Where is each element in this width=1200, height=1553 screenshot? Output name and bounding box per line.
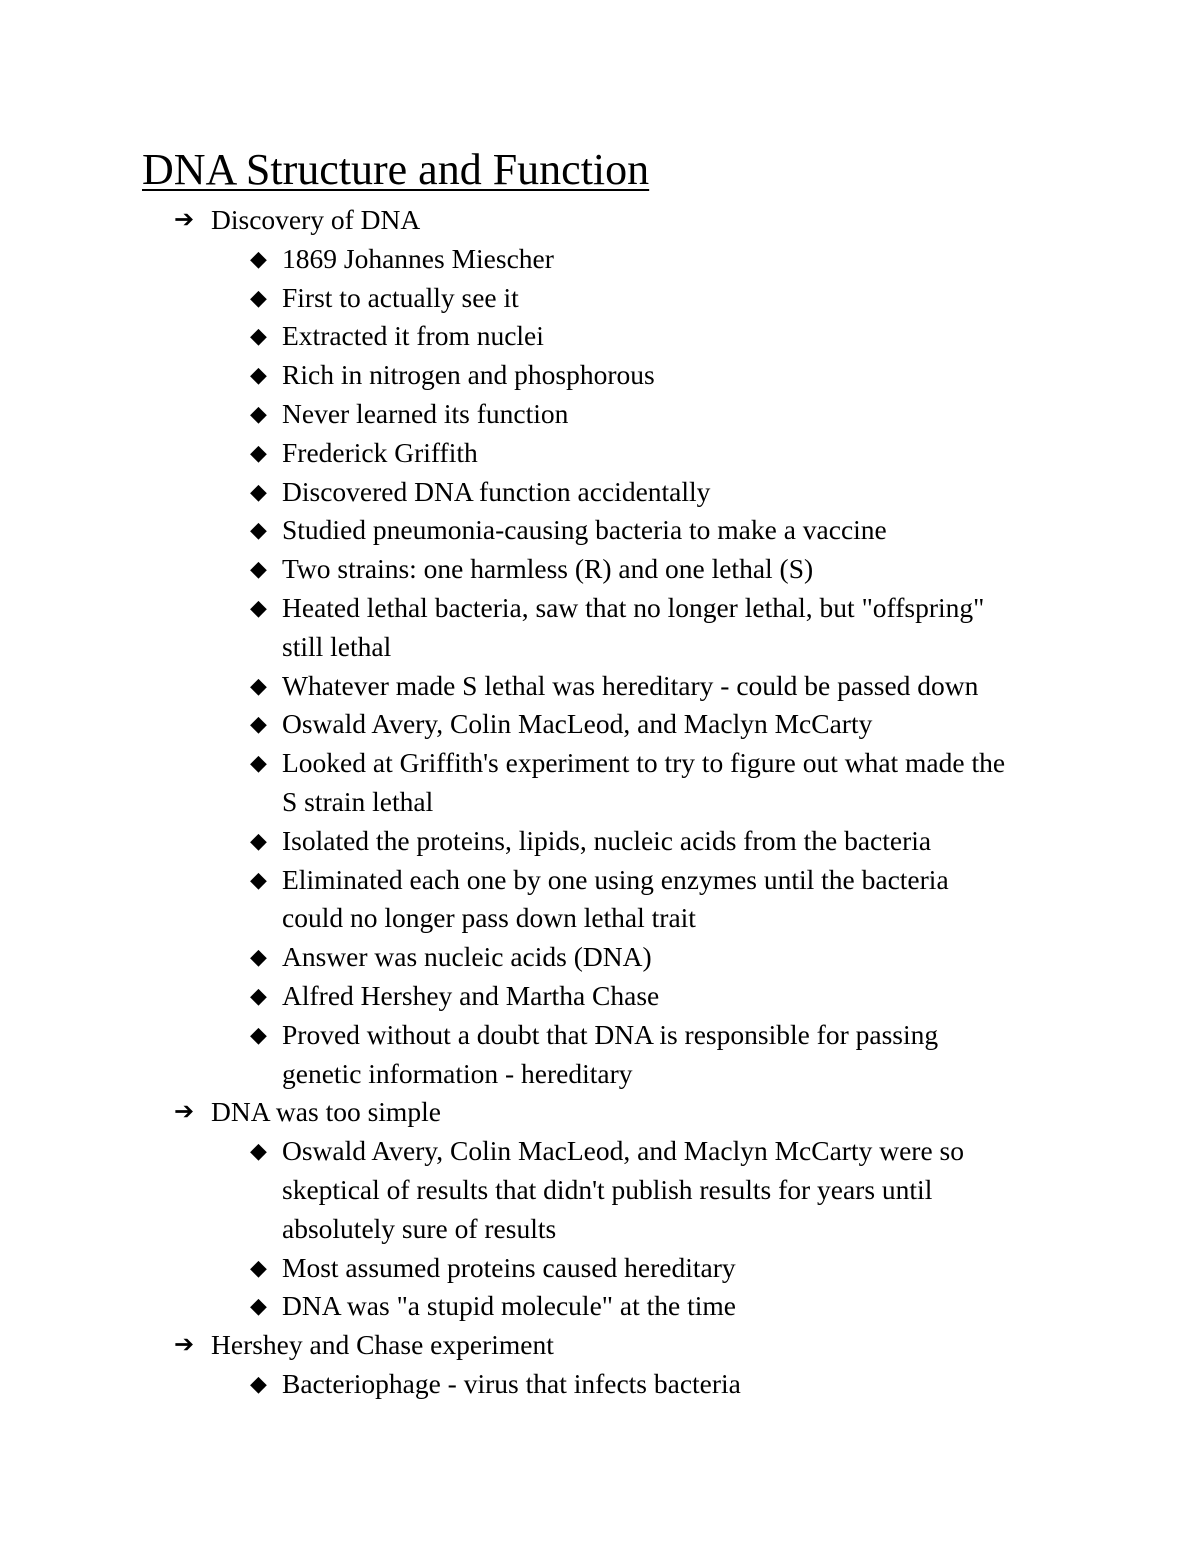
diamond-bullet-icon: ◆ <box>250 284 267 310</box>
outline-item-text: Hershey and Chase experiment <box>211 1329 554 1361</box>
outline-item-text: Alfred Hershey and Martha Chase <box>282 979 660 1011</box>
outline-item-text: Oswald Avery, Colin MacLeod, and Maclyn McCarty <box>282 708 873 740</box>
diamond-bullet-icon: ◆ <box>250 400 267 426</box>
diamond-bullet-icon: ◆ <box>250 517 267 543</box>
outline-item-text: Oswald Avery, Colin MacLeod, and Maclyn McCarty were so <box>282 1135 964 1167</box>
outline-sub-item <box>0 1132 1200 1171</box>
outline-item-text: Extracted it from nuclei <box>282 320 544 352</box>
diamond-bullet-icon: ◆ <box>250 556 267 582</box>
diamond-bullet-icon: ◆ <box>250 982 267 1008</box>
outline-sub-item <box>0 1249 1200 1288</box>
outline-sub-item <box>0 434 1200 473</box>
outline-item-text: Two strains: one harmless (R) and one lethal (S) <box>282 553 814 585</box>
outline-item-text: absolutely sure of results <box>282 1212 557 1244</box>
outline-sub-item <box>0 899 1200 938</box>
diamond-bullet-icon: ◆ <box>250 594 267 620</box>
page-title: DNA Structure and Function <box>142 145 650 194</box>
outline-sub-item <box>0 356 1200 395</box>
diamond-bullet-icon: ◆ <box>250 944 267 970</box>
diamond-bullet-icon: ◆ <box>250 750 267 776</box>
outline-item-text: Looked at Griffith's experiment to try to figure out what made the <box>282 747 1006 779</box>
diamond-bullet-icon: ◆ <box>250 672 267 698</box>
outline-sub-item <box>0 667 1200 706</box>
outline-sub-item <box>0 240 1200 279</box>
outline-sub-item <box>0 511 1200 550</box>
outline-sub-item <box>0 1171 1200 1210</box>
outline-item-text: Heated lethal bacteria, saw that no longer lethal, but "offspring" <box>282 591 985 623</box>
diamond-bullet-icon: ◆ <box>250 362 267 388</box>
outline-item-text: could no longer pass down lethal trait <box>282 902 696 934</box>
outline-item-text: Studied pneumonia-causing bacteria to make a vaccine <box>282 514 887 546</box>
outline-sub-item <box>0 938 1200 977</box>
outline-item-text: Answer was nucleic acids (DNA) <box>282 941 652 973</box>
outline-sub-item <box>0 550 1200 589</box>
outline-sub-item <box>0 473 1200 512</box>
outline-sub-item <box>0 1016 1200 1055</box>
outline-item-text: Discovery of DNA <box>211 204 421 235</box>
outline-sub-item <box>0 317 1200 356</box>
diamond-bullet-icon: ◆ <box>250 1370 267 1396</box>
outline-heading-item <box>0 201 1200 240</box>
outline-item-text: Proved without a doubt that DNA is responsible for passing <box>282 1018 939 1050</box>
outline-item-text: Eliminated each one by one using enzymes until the bacteria <box>282 863 949 895</box>
outline-item-text: Rich in nitrogen and phosphorous <box>282 359 655 391</box>
outline-sub-item <box>0 705 1200 744</box>
outline-sub-item <box>0 395 1200 434</box>
outline-sub-item <box>0 279 1200 318</box>
outline-item-text: DNA was too simple <box>211 1096 441 1128</box>
diamond-bullet-icon: ◆ <box>250 827 267 853</box>
outline-item-text: Whatever made S lethal was hereditary - could be passed down <box>282 669 979 701</box>
outline-item-text: Isolated the proteins, lipids, nucleic acids from the bacteria <box>282 824 932 856</box>
arrow-bullet-icon: ➔ <box>174 207 195 233</box>
outline-item-text: First to actually see it <box>282 281 519 313</box>
outline-item-text: Bacteriophage - virus that infects bacteria <box>282 1367 741 1399</box>
outline-item-text: Frederick Griffith <box>282 436 478 468</box>
outline-sub-item <box>0 744 1200 783</box>
diamond-bullet-icon: ◆ <box>250 1293 267 1319</box>
outline-sub-item <box>0 1287 1200 1326</box>
outline-item-text: DNA was "a stupid molecule" at the time <box>282 1290 736 1322</box>
diamond-bullet-icon: ◆ <box>250 323 267 349</box>
outline-sub-item <box>0 1055 1200 1094</box>
arrow-bullet-icon: ➔ <box>174 1332 195 1359</box>
outline-sub-item <box>0 977 1200 1016</box>
diamond-bullet-icon: ◆ <box>250 1021 267 1047</box>
diamond-bullet-icon: ◆ <box>250 866 267 892</box>
diamond-bullet-icon: ◆ <box>250 711 267 737</box>
outline-item-text: 1869 Johannes Miescher <box>282 242 554 274</box>
outline-item-text: Most assumed proteins caused hereditary <box>282 1251 736 1283</box>
outline-item-text: Never learned its function <box>282 397 569 429</box>
outline-heading-item <box>0 1326 1200 1365</box>
outline-list <box>0 201 1200 1404</box>
outline-sub-item <box>0 861 1200 900</box>
outline-sub-item <box>0 783 1200 822</box>
diamond-bullet-icon: ◆ <box>250 478 267 504</box>
outline-sub-item <box>0 1210 1200 1249</box>
outline-sub-item <box>0 822 1200 861</box>
outline-item-text: still lethal <box>282 630 392 662</box>
outline-heading-item <box>0 1093 1200 1132</box>
outline-item-text: genetic information - hereditary <box>282 1057 633 1089</box>
outline-sub-item <box>0 589 1200 628</box>
outline-item-text: Discovered DNA function accidentally <box>282 475 711 507</box>
diamond-bullet-icon: ◆ <box>250 245 267 271</box>
outline-sub-item <box>0 1365 1200 1404</box>
outline-item-text: skeptical of results that didn't publish results for years until <box>282 1173 933 1205</box>
outline-item-text: S strain lethal <box>282 785 434 817</box>
arrow-bullet-icon: ➔ <box>174 1099 195 1126</box>
diamond-bullet-icon: ◆ <box>250 439 267 465</box>
diamond-bullet-icon: ◆ <box>250 1254 267 1280</box>
diamond-bullet-icon: ◆ <box>250 1138 267 1164</box>
outline-sub-item <box>0 628 1200 667</box>
